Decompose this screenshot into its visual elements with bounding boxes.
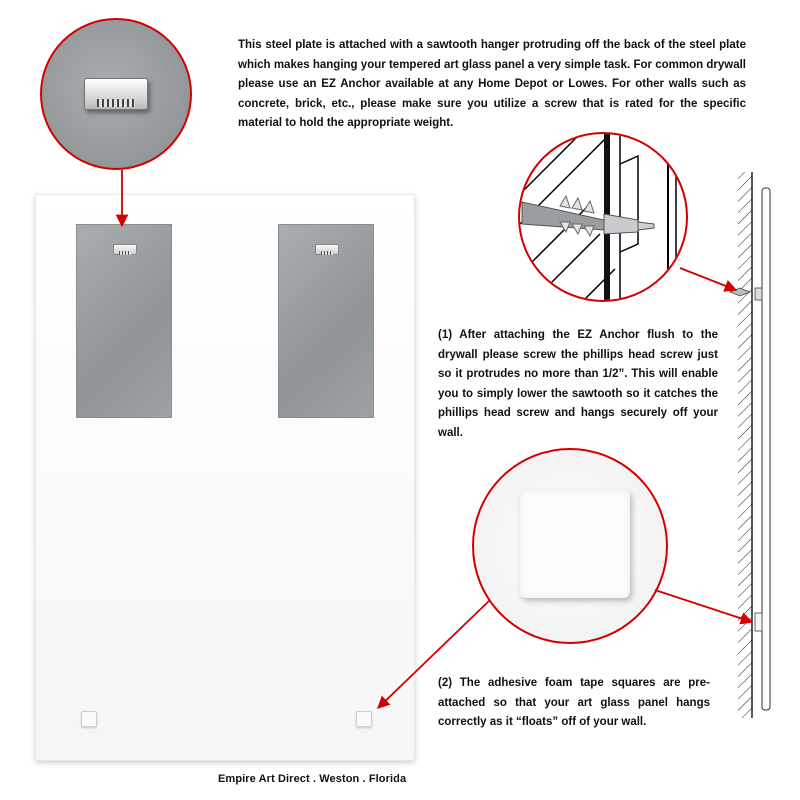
step-1-text: (1) After attaching the EZ Anchor flush to the drywall please screw the phillips head screw just so it protrudes no more than 1/2”. This will enable you to simply lower the sawtooth so it catches the phillips head screw and hangs securely off your wall. — [438, 329, 718, 439]
step-2-text: (2) The adhesive foam tape squares are pre-attached so that your art glass panel hangs correctly as it “floats” off of your wall. — [438, 677, 710, 728]
callout-arrows — [122, 170, 752, 708]
wall-hatch — [738, 172, 752, 718]
intro-text: This steel plate is attached with a sawtooth hanger protruding off the back of the steel plate which makes hanging your tempered art glass panel a very simple task. For common drywall please use an EZ Anchor available at any Home Depot or Lowes. For other walls such as concrete, brick, etc., please make sure you utilize a screw that is rated for the specific material to hold the appropriate weight. — [238, 39, 746, 129]
footer-credit: Empire Art Direct . Weston . Florida — [218, 773, 407, 785]
